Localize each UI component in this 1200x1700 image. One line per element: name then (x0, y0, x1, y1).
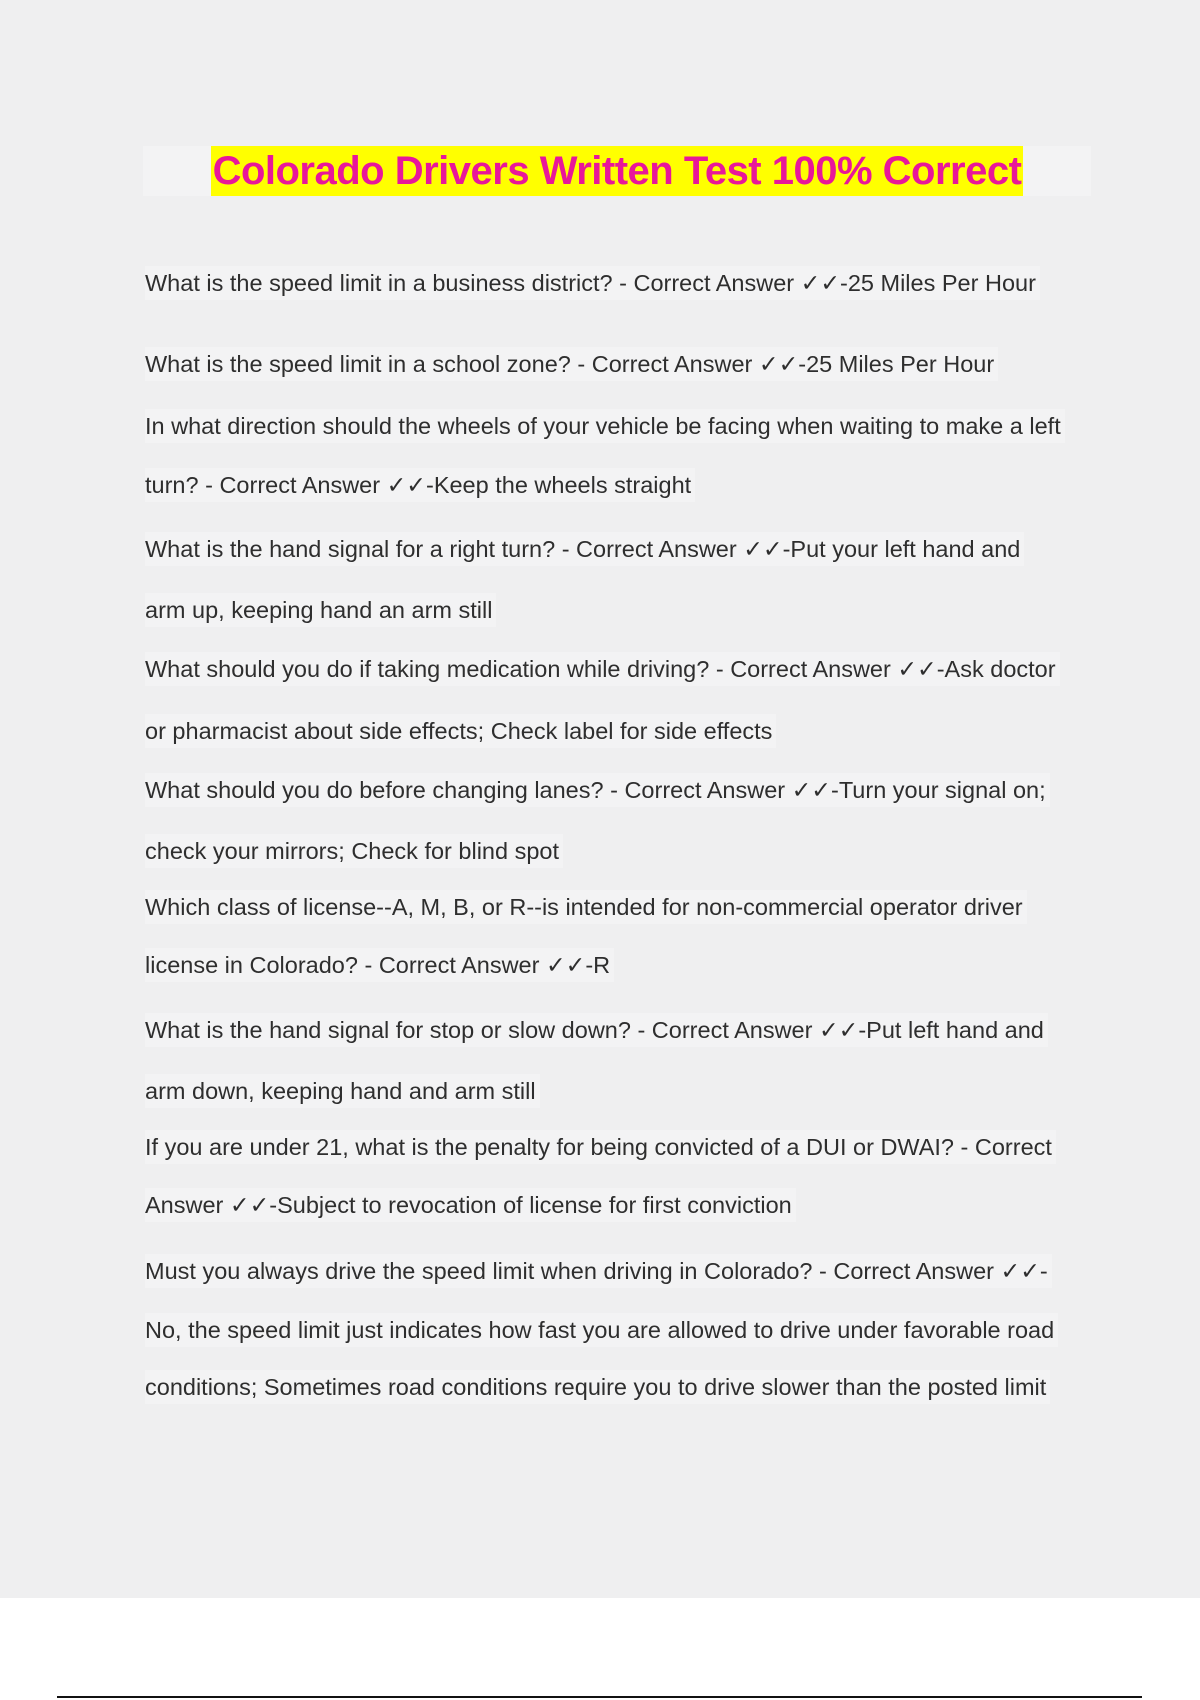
qa-line: What is the hand signal for stop or slow down? - Correct Answer ✓✓-Put left hand and (145, 1013, 1048, 1047)
footer-divider (57, 1696, 1142, 1698)
qa-line: license in Colorado? - Correct Answer ✓✓-R (145, 948, 614, 982)
qa-line: What should you do before changing lanes? - Correct Answer ✓✓-Turn your signal on; (145, 773, 1050, 807)
qa-line: If you are under 21, what is the penalty for being convicted of a DUI or DWAI? - Correct (145, 1130, 1056, 1164)
qa-line: arm down, keeping hand and arm still (145, 1074, 540, 1108)
qa-line: In what direction should the wheels of your vehicle be facing when waiting to make a left (145, 409, 1065, 443)
qa-line: conditions; Sometimes road conditions require you to drive slower than the posted limit (145, 1370, 1050, 1404)
qa-line: turn? - Correct Answer ✓✓-Keep the wheels straight (145, 468, 695, 502)
qa-line: Must you always drive the speed limit when driving in Colorado? - Correct Answer ✓✓- (145, 1254, 1052, 1288)
qa-line: What is the speed limit in a business district? - Correct Answer ✓✓-25 Miles Per Hour (145, 266, 1040, 300)
qa-line: What is the speed limit in a school zone? - Correct Answer ✓✓-25 Miles Per Hour (145, 347, 998, 381)
document-title: Colorado Drivers Written Test 100% Correct (211, 146, 1024, 196)
qa-line: What should you do if taking medication while driving? - Correct Answer ✓✓-Ask doctor (145, 652, 1060, 686)
qa-line: check your mirrors; Check for blind spot (145, 834, 563, 868)
qa-line: No, the speed limit just indicates how fast you are allowed to drive under favorable road (145, 1313, 1058, 1347)
qa-line: Answer ✓✓-Subject to revocation of license for first conviction (145, 1188, 796, 1222)
qa-line: or pharmacist about side effects; Check label for side effects (145, 714, 776, 748)
title-band (143, 146, 1091, 196)
qa-line: What is the hand signal for a right turn? - Correct Answer ✓✓-Put your left hand and (145, 532, 1024, 566)
qa-line: Which class of license--A, M, B, or R--is intended for non-commercial operator driver (145, 890, 1027, 924)
qa-line: arm up, keeping hand an arm still (145, 593, 496, 627)
